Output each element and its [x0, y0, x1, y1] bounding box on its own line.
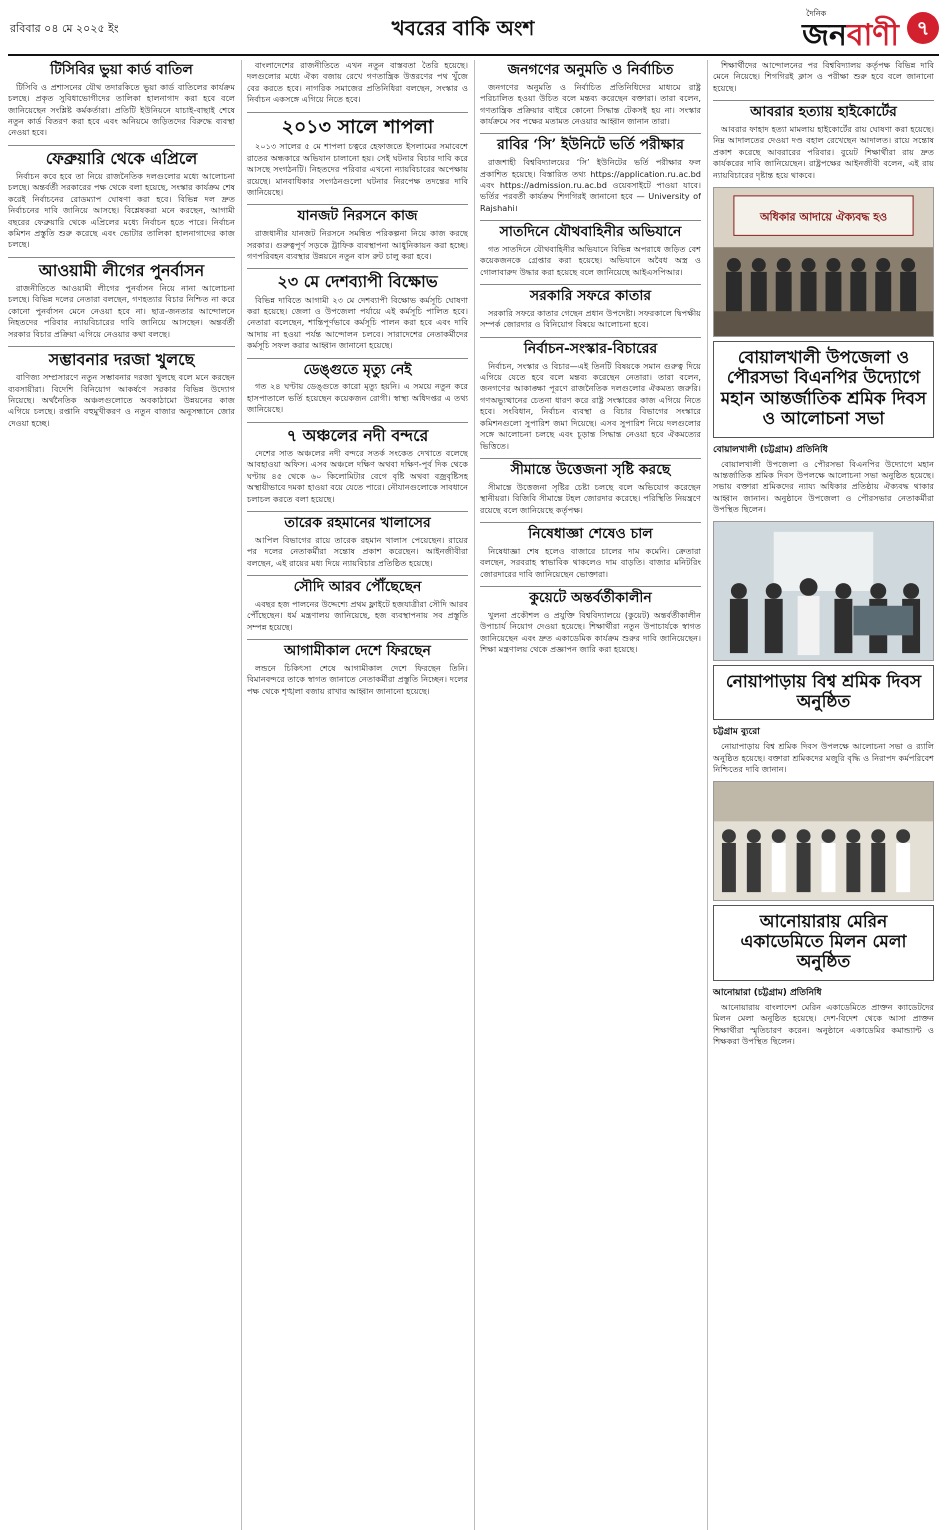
story-body: এবছর হজ পালনের উদ্দেশ্যে প্রথম ফ্লাইটে হজযাত্রীরা সৌদি আরব পৌঁছেছেন। ধর্ম মন্ত্রণালয় জানিয়েছে, হজ ব্যবস্থাপনায় সব প্রস্তুতি সম্পন্ন হয়েছে।	[247, 598, 468, 632]
headline: আওয়ামী লীগের পুনর্বাসন	[38, 260, 205, 280]
story-body: খুলনা প্রকৌশল ও প্রযুক্তি বিশ্ববিদ্যালয়ে (কুয়েট) অন্তর্বর্তীকালীন উপাচার্য নিয়োগ দেওয়া হয়েছে। শিক্ষার্থীরা নতুন উপাচার্যকে স্বাগত জানিয়েছেন এবং দ্রুত একাডেমিক কার্যক্রম শুরুর দাবি জানিয়েছেন। শিক্ষা মন্ত্রণালয় থেকে প্রজ্ঞাপন জারি করা হয়েছে।	[480, 609, 701, 654]
story-body: বাংলাদেশের রাজনীতিতে এখন নতুন বাস্তবতা তৈরি হয়েছে। দলগুলোর মধ্যে ঐক্য বজায় রেখে গণতান্ত্রিক উত্তরণের পথ খুঁজে বের করতে হবে। নাগরিক সমাজের প্রতিনিধিরা বলছেন, সংস্কার ও নির্বাচন একসঙ্গে এগিয়ে নিতে হবে।	[247, 60, 468, 105]
story-body: শিক্ষার্থীদের আন্দোলনের পর বিশ্ববিদ্যালয় কর্তৃপক্ষ বিভিন্ন দাবি মেনে নিয়েছে। শিগগিরই ক্লাস ও পরীক্ষা শুরু হবে বলে জানানো হয়েছে।	[713, 60, 934, 93]
story-body: রাজনীতিতে আওয়ামী লীগের পুনর্বাসন নিয়ে নানা আলোচনা চলছে। বিভিন্ন দলের নেতারা বলছেন, গণহত্যার বিচার নিশ্চিত না করে কোনো পুনর্বাসন মেনে নেওয়া হবে না। ছাত্র-জনতার আন্দোলনে নিহতদের পরিবার ন্যায়বিচারের দাবি জানিয়ে আসছেন। অন্তর্বর্তী সরকার বিচার প্রক্রিয়া এগিয়ে নেওয়ার কথা বলছে।	[8, 283, 235, 339]
headline: যানজট নিরসনে কাজ	[297, 208, 418, 225]
headline: সীমান্তে উত্তেজনা সৃষ্টি করছে	[510, 461, 671, 478]
story-body: আবরার ফাহাদ হত্যা মামলায় হাইকোর্টের রায় ঘোষণা করা হয়েছে। নিম্ন আদালতের দেওয়া দণ্ড বহাল রেখেছেন আদালত। রায়ে সন্তোষ প্রকাশ করেছে আবরারের পরিবার। বুয়েট শিক্ষার্থীরা রায় দ্রুত কার্যকরের দাবি জানিয়েছেন। রাষ্ট্রপক্ষের আইনজীবী বলেন, এই রায় ন্যায়বিচারের দৃষ্টান্ত হয়ে থাকবে।	[713, 124, 934, 180]
brand-part2: বাণী	[846, 18, 899, 53]
event-photo	[713, 187, 934, 337]
event-photo-illustration	[714, 188, 933, 336]
story-body: জনগণের অনুমতি ও নির্বাচিত প্রতিনিধিদের মাধ্যমে রাষ্ট্র পরিচালিত হওয়া উচিত বলে মন্তব্য করেছেন বক্তারা। তারা বলেন, গণতান্ত্রিক প্রক্রিয়ার বাইরে কোনো সিদ্ধান্ত টেকসই হয় না। সংস্কার কার্যক্রমে সব পক্ষের মতামত নেওয়ার আহ্বান জানান তারা।	[480, 81, 701, 127]
story-body: নিষেধাজ্ঞা শেষ হলেও বাজারে চালের দাম কমেনি। ক্রেতারা বলছেন, সরবরাহ স্বাভাবিক থাকলেও দাম বাড়তি। বাজার মনিটরিং জোরদারের দাবি জানিয়েছেন ভোক্তারা।	[480, 545, 701, 579]
story-body: রাজধানীর যানজট নিরসনে সমন্বিত পরিকল্পনা নিয়ে কাজ করছে সরকার। গুরুত্বপূর্ণ সড়কে ট্রাফিক ব্যবস্থাপনা আধুনিকায়ন করা হচ্ছে। গণপরিবহন ব্যবস্থার উন্নয়নে নতুন বাস রুট চালু করা হবে।	[247, 228, 468, 262]
story	[8, 350, 235, 429]
story-body: বিভিন্ন দাবিতে আগামী ২৩ মে দেশব্যাপী বিক্ষোভ কর্মসূচি ঘোষণা করা হয়েছে। জেলা ও উপজেলা পর্যায়ে এই কর্মসূচি পালিত হবে। নেতারা বলেছেন, শান্তিপূর্ণভাবে কর্মসূচি পালন করা হবে এবং দাবি আদায় না হওয়া পর্যন্ত আন্দোলন চলবে। সারাদেশের নেতাকর্মীদের কর্মসূচি সফল করার আহ্বান জানানো হয়েছে।	[247, 294, 468, 351]
headline: নোয়াপাড়ায় বিশ্ব শ্রমিক দিবস অনুষ্ঠিত	[725, 671, 922, 713]
column-4	[707, 60, 934, 1530]
brand-logo	[802, 8, 899, 51]
story-body: লন্ডনে চিকিৎসা শেষে আগামীকাল দেশে ফিরছেন তিনি। বিমানবন্দরে তাকে স্বাগত জানাতে নেতাকর্মীরা প্রস্তুতি নিচ্ছেন। দলের পক্ষ থেকে শৃঙ্খলা বজায় রাখার আহ্বান জানানো হয়েছে।	[247, 662, 468, 696]
byline: বোয়ালখালী (চট্টগ্রাম) প্রতিনিধি	[713, 444, 828, 455]
story-body: নোয়াপাড়ায় বিশ্ব শ্রমিক দিবস উপলক্ষে আলোচনা সভা ও র‍্যালি অনুষ্ঠিত হয়েছে। বক্তারা শ্রমিকদের মজুরি বৃদ্ধি ও নিরাপদ কর্মপরিবেশ নিশ্চিতের দাবি জানান।	[713, 741, 934, 775]
headline: কুয়েটে অন্তর্বর্তীকালীন	[529, 589, 652, 606]
brand-part1: জন	[802, 18, 847, 53]
photo-banner-text: অধিকার আদায়ে ঐক্যবদ্ধ হও	[759, 210, 888, 224]
headline: নির্বাচন-সংস্কার-বিচারের	[523, 340, 658, 357]
byline: চট্টগ্রাম ব্যুরো	[713, 727, 760, 738]
event-photo-illustration	[714, 522, 933, 660]
headline: বোয়ালখালী উপজেলা ও পৌরসভা বিএনপির উদ্যোগে মহান আন্তর্জাতিক শ্রমিক দিবস ও আলোচনা সভা	[720, 348, 927, 430]
story-body: আপিল বিভাগের রায়ে তারেক রহমান খালাস পেয়েছেন। রায়ের পর দলের নেতাকর্মীরা সন্তোষ প্রকাশ করেছেন। আইনজীবীরা বলছেন, এই রায়ের মধ্য দিয়ে ন্যায়বিচার প্রতিষ্ঠিত হয়েছে।	[247, 534, 468, 568]
headline: জনগণের অনুমতি ও নির্বাচিত	[507, 62, 674, 78]
masthead	[8, 8, 939, 56]
event-photo	[713, 781, 934, 901]
issue-date: রবিবার ০৪ মে ২০২৫ ইং	[10, 22, 119, 35]
story-body: টিসিবি ও প্রশাসনের যৌথ তদারকিতে ভুয়া কার্ড বাতিলের কার্যক্রম চলছে। প্রকৃত সুবিধাভোগীদের তালিকা হালনাগাদ করা হবে বলে জানিয়েছেন সংশ্লিষ্ট কর্মকর্তারা। প্রতিটি ইউনিয়নে যাচাই-বাছাই শেষে নতুন কার্ড বিতরণ করা হবে এবং অনিয়মে জড়িতদের বিরুদ্ধে ব্যবস্থা নেওয়া হবে।	[8, 81, 235, 138]
headline: সৌদি আরব পৌঁছেছেন	[293, 578, 422, 595]
headline: সরকারি সফরে কাতার	[529, 288, 652, 305]
story	[247, 60, 468, 106]
story	[8, 149, 235, 251]
event-photo	[713, 521, 934, 661]
story-body: সরকারি সফরে কাতার গেছেন প্রধান উপদেষ্টা। সফরকালে দ্বিপক্ষীয় সম্পর্ক জোরদার ও বিনিয়োগ বিষয়ে আলোচনা হবে।	[480, 308, 701, 330]
headline: ফেব্রুয়ারি থেকে এপ্রিলে	[45, 148, 198, 168]
story-body: ২০১৩ সালের ৫ মে শাপলা চত্বরে হেফাজতে ইসলামের সমাবেশে রাতের অন্ধকারে অভিযান চালানো হয়। সেই ঘটনার বিচার দাবি করে আসছে সংগঠনটি। নিহতদের পরিবার এখনো ন্যায়বিচারের অপেক্ষায় রয়েছে। মানবাধিকার সংগঠনগুলো ঘটনার নিরপেক্ষ তদন্তের দাবি জানিয়েছে।	[247, 141, 468, 198]
section-title: খবরের বাকি অংশ	[391, 16, 535, 40]
highlight-story-box	[713, 665, 934, 721]
headline: ২০১৩ সালে শাপলা	[281, 115, 434, 138]
story-body: দেশের সাত অঞ্চলের নদী বন্দরে সতর্ক সংকেত দেখাতে বলেছে আবহাওয়া অফিস। এসব অঞ্চলে দক্ষিণ অথবা দক্ষিণ-পূর্ব দিক থেকে ঘণ্টায় ৪৫ থেকে ৬০ কিলোমিটার বেগে বৃষ্টি অথবা বজ্রবৃষ্টিসহ অস্থায়ীভাবে দমকা হাওয়া বয়ে যেতে পারে। নৌযানগুলোকে সাবধানে চলাচল করতে বলা হয়েছে।	[247, 447, 468, 504]
headline: আগামীকাল দেশে ফিরছেন	[284, 642, 431, 659]
headline: ডেঙ্গুতে মৃত্যু নেই	[303, 361, 412, 378]
headline: ৭ অঞ্চলের নদী বন্দরে	[286, 425, 429, 445]
story-body: বোয়ালখালী উপজেলা ও পৌরসভা বিএনপির উদ্যোগে মহান আন্তর্জাতিক শ্রমিক দিবস উপলক্ষে আলোচনা সভা অনুষ্ঠিত হয়েছে। সভায় বক্তারা শ্রমিকদের ন্যায্য অধিকার প্রতিষ্ঠায় ঐক্যবদ্ধ থাকার আহ্বান জানান। অনুষ্ঠানে উপজেলা ও পৌরসভার নেতাকর্মীরা উপস্থিত ছিলেন।	[713, 458, 934, 515]
column-2	[241, 60, 468, 1530]
highlight-story-box	[713, 341, 934, 438]
headline: নিষেধাজ্ঞা শেষেও চাল	[528, 525, 653, 542]
event-photo-illustration	[714, 782, 933, 900]
headline: সাতদিনে যৌথবাহিনীর অভিযানে	[499, 224, 682, 241]
story-body: নির্বাচন, সংস্কার ও বিচার—এই তিনটি বিষয়কে সমান গুরুত্ব দিয়ে এগিয়ে যেতে হবে বলে মন্তব্য করেছেন নেতারা। তারা বলেন, জনগণের আকাঙ্ক্ষা পূরণে রাজনৈতিক দলগুলোর ঐকমত্য জরুরি। গণঅভ্যুত্থানের চেতনা ধারণ করে রাষ্ট্র সংস্কারের কাজ এগিয়ে নিতে হবে। সংবিধান, নির্বাচন ব্যবস্থা ও বিচার বিভাগের সংস্কারে কমিশনগুলো সুপারিশ জমা দিয়েছে। এসব সুপারিশ নিয়ে দলগুলোর সঙ্গে আলোচনা চলছে এবং চূড়ান্ত সিদ্ধান্ত নেওয়া হবে ঐকমত্যের ভিত্তিতে।	[480, 360, 701, 451]
headline: তারেক রহমানের খালাসের	[284, 514, 431, 531]
column-1	[8, 60, 235, 1530]
headline: টিসিবির ভুয়া কার্ড বাতিল	[50, 62, 193, 78]
headline: ২৩ মে দেশব্যাপী বিক্ষোভ	[277, 272, 438, 292]
story-body: সীমান্তে উত্তেজনা সৃষ্টির চেষ্টা চলছে বলে অভিযোগ করেছেন স্থানীয়রা। বিজিবি সীমান্তে টহল জোরদার করেছে। পরিস্থিতি নিয়ন্ত্রণে রয়েছে বলে জানিয়েছে কর্তৃপক্ষ।	[480, 481, 701, 515]
brand-small-label: দৈনিক	[806, 9, 827, 18]
story-body: আনোয়ারায় বাংলাদেশ মেরিন একাডেমিতে প্রাক্তন ক্যাডেটদের মিলন মেলা অনুষ্ঠিত হয়েছে। দেশ-বিদেশ থেকে আসা প্রাক্তন শিক্ষার্থীরা স্মৃতিচারণ করেন। অনুষ্ঠানে একাডেমির কমান্ড্যান্ট ও শিক্ষকরা উপস্থিত ছিলেন।	[713, 1001, 934, 1047]
story-body: গত ২৪ ঘণ্টায় ডেঙ্গুতে কারো মৃত্যু হয়নি। এ সময়ে নতুন করে হাসপাতালে ভর্তি হয়েছেন কয়েকজন রোগী। স্বাস্থ্য অধিদপ্তর এ তথ্য জানিয়েছে।	[247, 381, 468, 415]
headline: সম্ভাবনার দরজা খুলছে	[48, 350, 195, 370]
story-body: নির্বাচন কবে হবে তা নিয়ে রাজনৈতিক দলগুলোর মধ্যে আলোচনা চলছে। অন্তর্বর্তী সরকারের পক্ষ থেকে বলা হয়েছে, সংস্কার কার্যক্রম শেষ করেই নির্বাচনের রোডম্যাপ ঘোষণা করা হবে। বিভিন্ন দল দ্রুত নির্বাচনের দাবি জানিয়ে আসছে। বিশ্লেষকরা মনে করছেন, আগামী বছরের ফেব্রুয়ারি থেকে এপ্রিলের মধ্যে নির্বাচন হতে পারে। নির্বাচন কমিশন প্রস্তুতি শুরু করেছে এবং ভোটার তালিকা হালনাগাদের কাজ চলছে।	[8, 171, 235, 250]
headline: রাবির ‘সি’ ইউনিটে ভর্তি পরীক্ষার	[497, 137, 684, 154]
story	[8, 62, 235, 139]
story-body: বাণিজ্য সম্প্রসারণে নতুন সম্ভাবনার দরজা খুলছে বলে মনে করছেন ব্যবসায়ীরা। বিদেশি বিনিয়োগ আকর্ষণে সরকার বিভিন্ন উদ্যোগ নিয়েছে। অর্থনৈতিক অঞ্চলগুলোতে অবকাঠামো উন্নয়নের কাজ এগিয়ে চলছে। রপ্তানি বহুমুখীকরণ ও নতুন বাজার অনুসন্ধানে জোর দেওয়া হচ্ছে।	[8, 372, 235, 428]
page-number-badge: ৭	[907, 12, 939, 44]
column-3	[474, 60, 701, 1530]
story-body: রাজশাহী বিশ্ববিদ্যালয়ের ‘সি’ ইউনিটের ভর্তি পরীক্ষার ফল প্রকাশিত হয়েছে। বিস্তারিত তথ্য https://application.ru.ac.bd এবং https://admission.ru.ac.bd ওয়েবসাইটে পাওয়া যাবে। ভর্তির পরবর্তী কার্যক্রম শিগগিরই জানানো হবে — University of Rajshahi।	[480, 157, 701, 213]
story	[8, 261, 235, 340]
highlight-story-box	[713, 905, 934, 981]
byline: আনোয়ারা (চট্টগ্রাম) প্রতিনিধি	[713, 987, 822, 998]
headline: আনোয়ারায় মেরিন একাডেমিতে মিলন মেলা অনুষ্ঠিত	[740, 911, 907, 973]
headline: আবরার হত্যায় হাইকোর্টের	[750, 104, 897, 121]
story-body: গত সাতদিনে যৌথবাহিনীর অভিযানে বিভিন্ন অপরাধে জড়িত বেশ কয়েকজনকে গ্রেপ্তার করা হয়েছে। অভিযানে অবৈধ অস্ত্র ও গোলাবারুদ উদ্ধার করা হয়েছে বলে জানিয়েছে আইএসপিআর।	[480, 244, 701, 277]
